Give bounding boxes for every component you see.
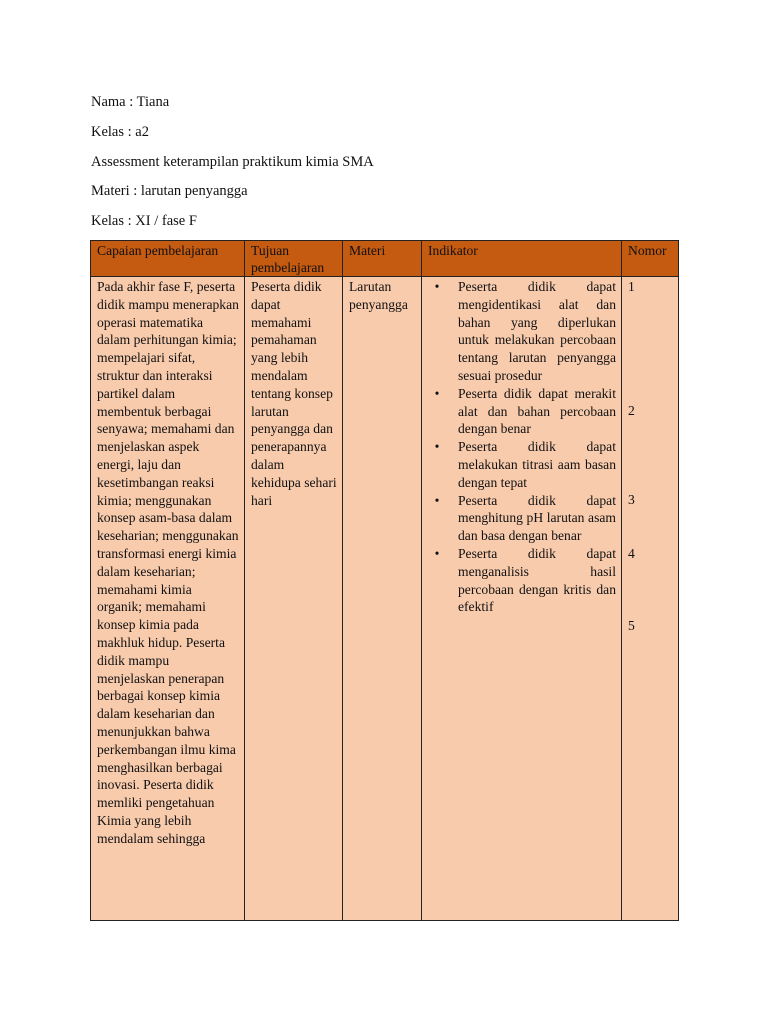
- indicator-text: Peserta didik dapat merakit alat dan bahan percobaan dengan benar: [458, 385, 616, 437]
- material-line: Materi : larutan penyangga: [91, 183, 248, 199]
- header-capaian: Capaian pembelajaran: [91, 241, 245, 277]
- indicator-item: [434, 492, 616, 545]
- nomor-list: [628, 278, 673, 920]
- indicator-item: [434, 545, 616, 616]
- cell-materi: Larutan penyangga: [343, 277, 422, 921]
- nomor-3: 3: [628, 492, 635, 507]
- assessment-table: [90, 240, 679, 921]
- class-phase-line: Kelas : XI / fase F: [91, 213, 197, 229]
- table-header-row: [91, 241, 679, 277]
- assessment-title: Assessment keterampilan praktikum kimia SMA: [91, 154, 374, 170]
- bullet-icon: •: [434, 385, 440, 401]
- header-nomor: Nomor: [622, 241, 679, 277]
- indicator-text: Peserta didik dapat mengidentikasi alat dan bahan yang diperlukan untuk melakukan percobaan tentang larutan penyangga sesuai prosedur: [458, 279, 616, 383]
- nomor-5: 5: [628, 618, 635, 633]
- indicator-item: [434, 385, 616, 438]
- bullet-icon: •: [434, 492, 440, 508]
- indicator-item: [434, 438, 616, 491]
- header-tujuan: Tujuan pembelajaran: [245, 241, 343, 277]
- table-row: [91, 277, 679, 921]
- indicator-text: Peserta didik dapat menganalisis hasil percobaan dengan kritis dan efektif: [458, 545, 616, 615]
- student-name: Nama : Tiana: [91, 94, 170, 110]
- nomor-2: 2: [628, 403, 635, 418]
- indicator-text: Peserta didik dapat menghitung pH larutan asam dan basa dengan benar: [458, 492, 616, 544]
- cell-capaian: Pada akhir fase F, peserta didik mampu menerapkan operasi matematika dalam perhitungan kimia; mempelajari sifat, struktur dan interaksi partikel dalam membentuk berbagai senyawa; memahami dan menjelaskan aspek energi, laju dan kesetimbangan reaksi kimia; menggunakan konsep asam-basa dalam keseharian; menggunakan transformasi energi kimia dalam keseharian; memahami kimia organik; memahami konsep kimia pada makhluk hidup. Peserta didik mampu menjelaskan penerapan berbagai konsep kimia dalam keseharian dan menunjukkan bahwa perkembangan ilmu kima menghasilkan berbagai inovasi. Peserta didik memliki pengetahuan Kimia yang lebih mendalam sehingga: [91, 277, 245, 921]
- nomor-1: 1: [628, 279, 635, 294]
- nomor-4: 4: [628, 546, 635, 561]
- cell-tujuan: Peserta didik dapat memahami pemahaman yang lebih mendalam tentang konsep larutan penyangga dan penerapannya dalam kehidupa sehari hari: [245, 277, 343, 921]
- bullet-icon: •: [434, 545, 440, 561]
- bullet-icon: •: [434, 439, 440, 455]
- indicator-text: Peserta didik dapat melakukan titrasi aam basan dengan tepat: [458, 439, 616, 490]
- bullet-icon: •: [434, 279, 440, 294]
- header-indikator: Indikator: [422, 241, 622, 277]
- indicator-list: [428, 278, 616, 616]
- cell-nomor: [622, 277, 679, 921]
- header-materi: Materi: [343, 241, 422, 277]
- student-class: Kelas : a2: [91, 124, 149, 140]
- indicator-item: [434, 278, 616, 385]
- cell-indikator: [422, 277, 622, 921]
